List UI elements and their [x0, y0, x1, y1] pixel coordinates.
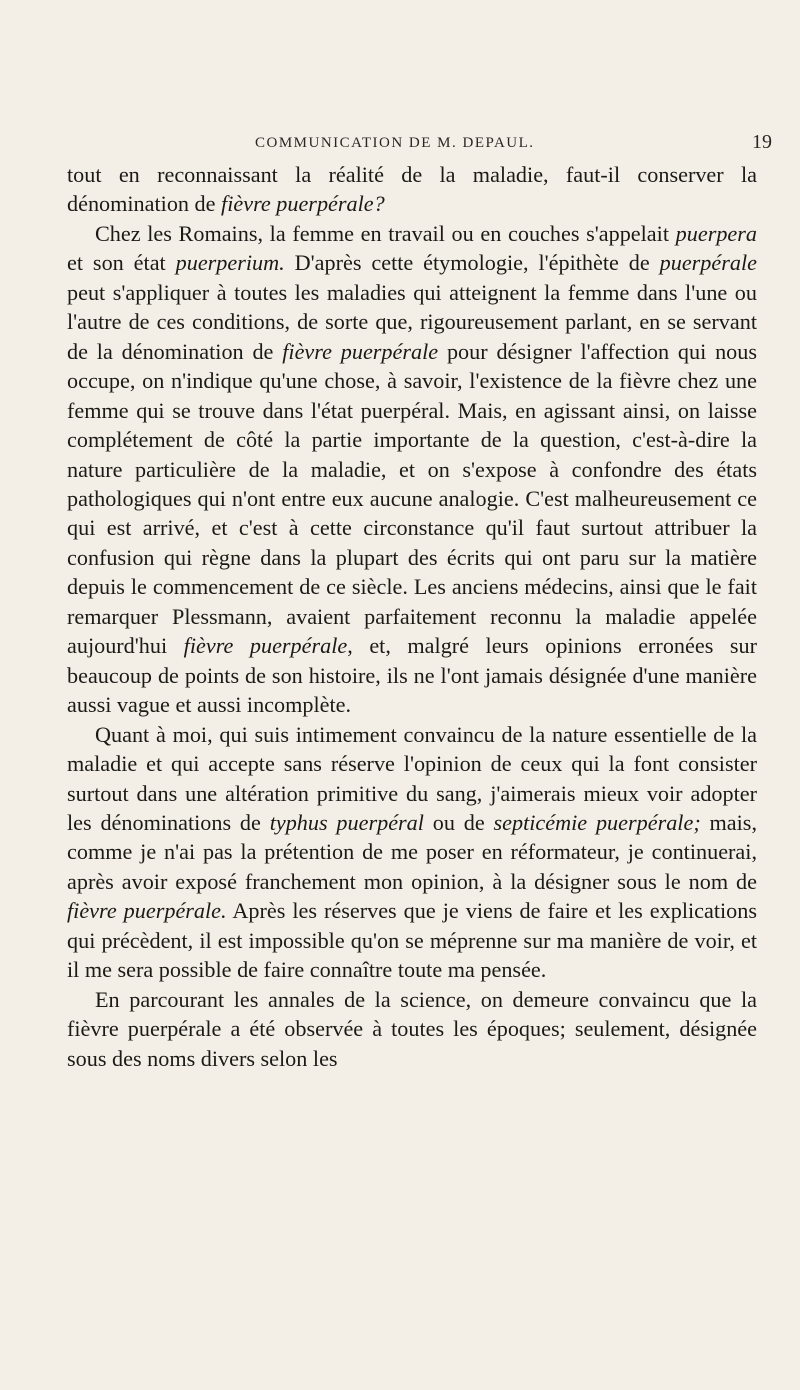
text-run: Quant à moi, qui suis intimement convaincu de la nature essentielle de la maladie et qui accepte sans réserve l'opinion de ceux qui la font consister surtout dans une altération primitive du sang, j'aimerais mieux voir adopter les dénominations de	[67, 721, 757, 835]
text-run: D'après cette étymologie, l'épithète de	[284, 250, 660, 276]
paragraph-annales	[67, 985, 757, 1073]
italic-term: septicémie puerpérale;	[493, 809, 701, 835]
text-run: et son état	[67, 250, 176, 276]
text-run: ou de	[423, 809, 494, 835]
italic-term: puerpérale	[659, 250, 757, 276]
text-run: En parcourant les annales de la science, on demeure convaincu que la fièvre puerpérale a été observée à toutes les époques; seulement, désignée sous des noms divers selon les	[67, 986, 757, 1071]
page-number: 19	[752, 131, 772, 153]
italic-term: fièvre puerpérale	[183, 633, 348, 659]
text-run: peut s'appliquer à toutes les maladies qui atteignent la femme dans l'une ou l'autre de ces conditions, de sorte que, rigoureusement parlant, en se servant de la dénomination de	[67, 279, 757, 364]
text-run: Après les réserves que je viens de faire et les explications qui précèdent, il est impossible qu'on se méprenne sur ma manière de voir, et il me sera possible de faire connaître toute ma pensée.	[67, 898, 757, 983]
text-run: , et, malgré leurs opinions erronées sur beaucoup de points de son histoire, ils ne l'ont jamais désignée d'une manière aussi vague et aussi incomplète.	[67, 633, 757, 718]
text-run: pour désigner l'affection qui nous occupe, on n'indique qu'une chose, à savoir, l'existence de la fièvre chez une femme qui se trouve dans l'état puerpéral. Mais, en agissant ainsi, on laisse complétement de côté la partie importante de la question, c'est-à-dire la nature particulière de la maladie, et on s'expose à confondre des états pathologiques qui n'ont entre eux aucune analogie. C'est malheureusement ce qui est arrivé, et c'est à cette circonstance qu'il faut surtout attribuer la confusion qui règne dans la plupart des écrits qui ont paru sur la matière depuis le commencement de ce siècle. Les anciens médecins, ainsi que le fait remarquer Plessmann, avaient parfaitement reconnu la maladie appelée aujourd'hui	[67, 338, 757, 659]
paragraph-quant-a-moi	[67, 720, 757, 985]
paragraph-continued	[67, 160, 757, 219]
paragraph-romains	[67, 219, 757, 720]
body-text	[67, 160, 757, 1073]
italic-term: fièvre puerpérale	[282, 338, 439, 364]
italic-term: fièvre puerpérale.	[67, 898, 227, 924]
italic-term: typhus puerpéral	[269, 809, 424, 835]
running-title: COMMUNICATION DE M. DEPAUL.	[255, 135, 535, 151]
italic-term: fièvre puerpérale?	[221, 191, 385, 217]
text-run: Chez les Romains, la femme en travail ou en couches s'appelait	[95, 220, 676, 246]
italic-term: puerperium.	[175, 250, 285, 276]
text-run: mais, comme je n'ai pas la prétention de me poser en réformateur, je continuerai, après avoir exposé franchement mon opinion, à la désigner sous le nom de	[67, 809, 757, 894]
italic-term: puerpera	[675, 220, 757, 246]
text-run: tout en reconnaissant la réalité de la maladie, faut-il conserver la dénomination de	[67, 162, 757, 217]
